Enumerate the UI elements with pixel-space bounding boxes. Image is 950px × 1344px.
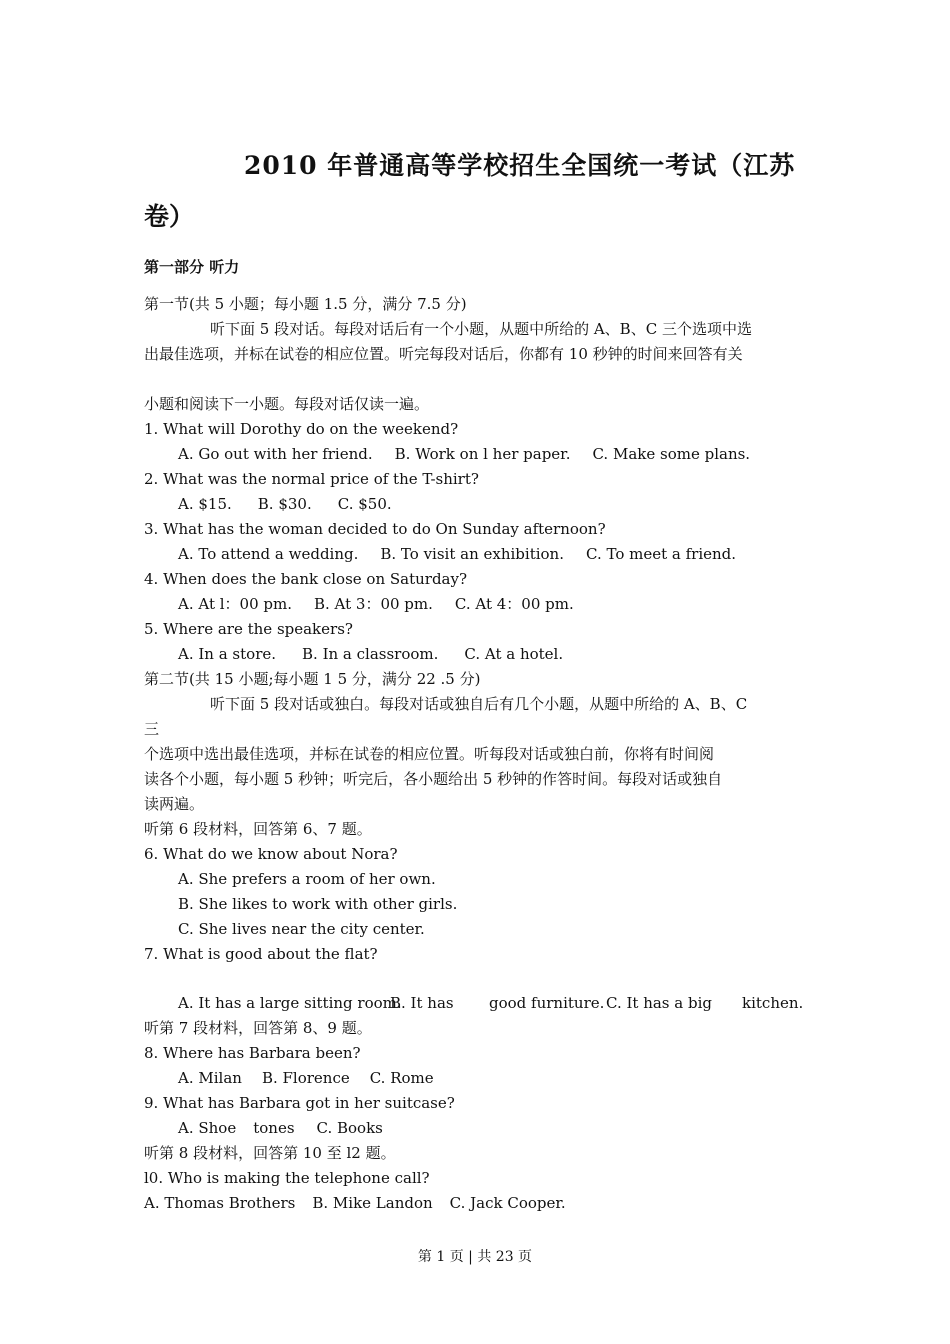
option-b: B. $30. — [257, 495, 312, 513]
option-b: B. Mike Landon — [312, 1194, 433, 1212]
question-6-option-a: A. She prefers a room of her own. — [178, 870, 436, 888]
question-2-stem: 2. What was the normal price of the T-shirt? — [144, 470, 479, 488]
option-b: B. Florence — [261, 1069, 350, 1087]
question-7-option-c-part1: C. It has a big — [606, 994, 712, 1012]
section2-instruction-line4: 读各个小题，每小题 5 秒钟；听完后，各小题给出 5 秒钟的作答时间。每段对话或独自 — [144, 770, 723, 788]
question-7-option-a: A. It has a large sitting room. — [178, 994, 402, 1012]
question-10-stem: l0. Who is making the telephone call? — [144, 1169, 430, 1187]
question-7-stem: 7. What is good about the flat? — [144, 945, 378, 963]
option-a: A. Go out with her friend. — [178, 445, 373, 463]
question-1-stem: 1. What will Dorothy do on the weekend? — [144, 420, 459, 438]
section1-instruction-line3: 小题和阅读下一小题。每段对话仅读一遍。 — [144, 395, 430, 413]
option-a: A. Thomas Brothers — [144, 1194, 296, 1212]
section2-instruction-line3: 个选项中选出最佳选项，并标在试卷的相应位置。听每段对话或独白前，你将有时间阅 — [144, 745, 715, 763]
option-a: A. $15. — [178, 495, 232, 513]
option-c: C. Books — [316, 1119, 383, 1137]
section1-instruction-line2: 出最佳选项，并标在试卷的相应位置。听完每段对话后，你都有 10 秒钟的时间来回答有关 — [144, 345, 743, 363]
option-c: C. Make some plans. — [592, 445, 751, 463]
question-4-options — [178, 595, 574, 613]
material-7-heading: 听第 7 段材料，回答第 8、9 题。 — [144, 1019, 372, 1037]
question-7-option-b-part2: good furniture. — [489, 994, 605, 1012]
question-6-option-b: B. She likes to work with other girls. — [178, 895, 458, 913]
question-3-options — [178, 545, 736, 563]
section2-instruction-line1: 听下面 5 段对话或独白。每段对话或独自后有几个小题，从题中所给的 A、B、C — [210, 695, 748, 713]
option-c: C. At 4：00 pm. — [454, 595, 574, 613]
option-b: B. In a classroom. — [302, 645, 439, 663]
option-a: A. To attend a wedding. — [178, 545, 359, 563]
option-a: A. At l：00 pm. — [178, 595, 292, 613]
option-c: C. $50. — [337, 495, 392, 513]
option-c: C. To meet a friend. — [586, 545, 737, 563]
option-c: C. At a hotel. — [464, 645, 564, 663]
option-a: A. Milan — [178, 1069, 242, 1087]
part1-heading: 第一部分 听力 — [144, 258, 240, 276]
material-8-heading: 听第 8 段材料，回答第 10 至 l2 题。 — [144, 1144, 396, 1162]
question-5-options — [178, 645, 563, 663]
option-b: B. At 3：00 pm. — [313, 595, 433, 613]
question-9-stem: 9. What has Barbara got in her suitcase? — [144, 1094, 455, 1112]
option-a-part2: tones — [253, 1119, 295, 1137]
question-8-options — [178, 1069, 434, 1087]
question-8-stem: 8. Where has Barbara been? — [144, 1044, 361, 1062]
option-b: B. To visit an exhibition. — [380, 545, 564, 563]
question-1-options — [178, 445, 750, 463]
question-9-options — [178, 1119, 383, 1137]
material-6-heading: 听第 6 段材料，回答第 6、7 题。 — [144, 820, 372, 838]
section1-instruction-line1: 听下面 5 段对话。每段对话后有一个小题，从题中所给的 A、B、C 三个选项中选 — [210, 320, 752, 338]
question-5-stem: 5. Where are the speakers? — [144, 620, 353, 638]
title-line-2: 卷） — [144, 202, 195, 231]
option-a-part1: A. Shoe — [178, 1119, 237, 1137]
section2-header: 第二节(共 15 小题;每小题 1 5 分，满分 22 .5 分) — [144, 670, 481, 688]
question-6-stem: 6. What do we know about Nora? — [144, 845, 398, 863]
section2-instruction-line2: 三 — [144, 720, 160, 738]
page-footer: 第 1 页 | 共 23 页 — [417, 1249, 533, 1265]
option-b: B. Work on l her paper. — [394, 445, 571, 463]
question-7-option-c-part2: kitchen. — [742, 994, 804, 1012]
option-a: A. In a store. — [178, 645, 277, 663]
section2-instruction-line5: 读两遍。 — [144, 795, 205, 813]
option-c: C. Rome — [369, 1069, 434, 1087]
option-c: C. Jack Cooper. — [449, 1194, 566, 1212]
question-4-stem: 4. When does the bank close on Saturday? — [144, 570, 468, 588]
question-6-option-c: C. She lives near the city center. — [178, 920, 425, 938]
question-10-options — [144, 1194, 566, 1212]
question-3-stem: 3. What has the woman decided to do On Sunday afternoon? — [144, 520, 606, 538]
section1-header: 第一节(共 5 小题；每小题 1.5 分，满分 7.5 分) — [144, 295, 467, 313]
question-7-option-b-part1: B. It has — [390, 994, 454, 1012]
title-line-1: 2010 年普通高等学校招生全国统一考试（江苏 — [244, 151, 796, 180]
question-2-options — [178, 495, 392, 513]
